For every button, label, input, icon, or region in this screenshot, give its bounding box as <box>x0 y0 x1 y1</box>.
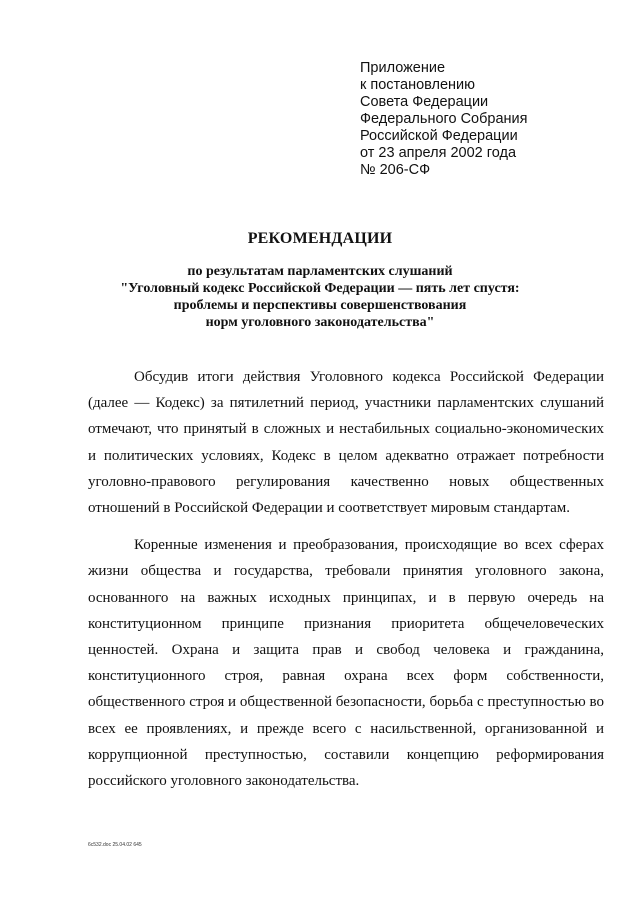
body-paragraph: Коренные изменения и преобразования, происходящие во всех сферах жизни общества и государства, требовали принятия уголовного закона, основанного на важных исходных принципах, и в первую очередь на конституционном принципе признания приоритета общечеловеческих ценностей. Охрана и защита прав и свобод человека и гражданина, конституционного строя, равная охрана всех форм собственности, общественного строя и общественной безопасности, борьба с преступностью во всех ее проявлениях, и прежде всего с насильственной, организованной и коррупционной преступностью, составили концепцию реформирования российского уголовного законодательства. <box>88 537 604 790</box>
subtitle-line: по результатам парламентских слушаний <box>187 264 453 279</box>
appendix-line: от 23 апреля 2002 года <box>360 145 517 161</box>
subtitle-line: норм уголовного законодательства" <box>205 315 435 330</box>
appendix-block <box>360 60 528 179</box>
document-title: РЕКОМЕНДАЦИИ <box>247 230 393 247</box>
subtitle-line: "Уголовный кодекс Российской Федерации — пять лет спустя: <box>120 281 520 296</box>
appendix-line: Федерального Собрания <box>360 111 528 127</box>
document-subtitle <box>0 263 640 331</box>
appendix-line: Совета Федерации <box>360 94 489 110</box>
appendix-line: № 206-СФ <box>360 162 431 178</box>
subtitle-line: проблемы и перспективы совершенствования <box>173 298 467 313</box>
body-paragraph: Обсудив итоги действия Уголовного кодекса Российской Федерации (далее — Кодекс) за пятилетний период, участники парламентских слушаний отмечают, что принятый в сложных и нестабильных социально-экономических и политических условиях, Кодекс в целом адекватно отражает потребности уголовно-правового регулирования качественно новых общественных отношений в Российской Федерации и соответствует мировым стандартам. <box>88 369 604 517</box>
file-footer: 6с532.doc 25.04.02 645 <box>88 842 142 848</box>
appendix-line: Российской Федерации <box>360 128 518 144</box>
appendix-line: к постановлению <box>360 77 476 93</box>
document-body <box>88 364 604 805</box>
appendix-line: Приложение <box>360 60 446 76</box>
